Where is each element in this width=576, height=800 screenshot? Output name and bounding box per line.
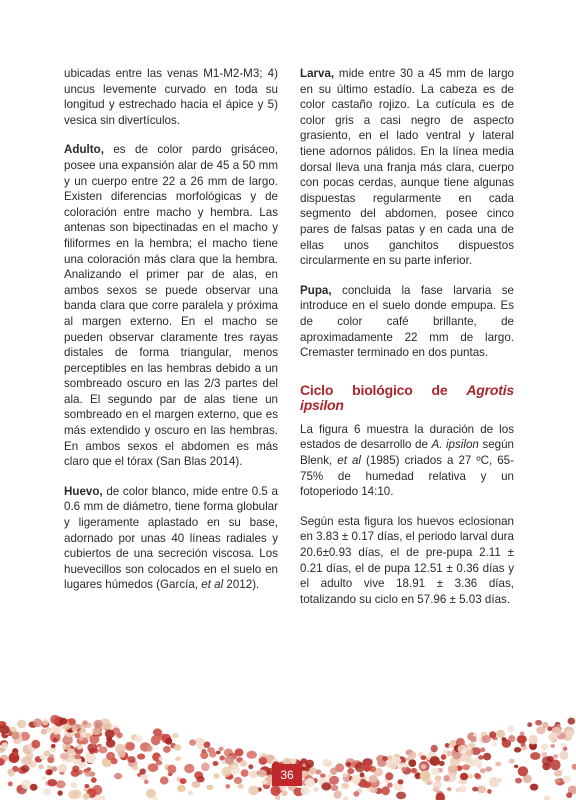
seed-grain (30, 784, 38, 791)
seed-grain (541, 744, 548, 751)
seed-grain (508, 735, 515, 742)
seed-grain (144, 780, 149, 785)
seed-grain (468, 743, 475, 749)
seed-grain (369, 775, 378, 783)
seed-grain (341, 783, 349, 789)
seed-grain (480, 747, 485, 752)
seed-grain (466, 749, 473, 756)
seed-grain (237, 783, 243, 789)
page-number: 36 (272, 764, 302, 786)
pupa-label: Pupa, (300, 283, 332, 297)
seed-grain (87, 743, 97, 752)
seed-grain (483, 753, 491, 761)
seed-grain (421, 764, 427, 769)
seed-grain (11, 732, 19, 740)
seed-grain (472, 787, 478, 792)
seed-grain (137, 754, 145, 760)
seed-grain (385, 772, 393, 780)
seed-grain (551, 727, 562, 736)
seed-grain (431, 768, 439, 775)
seed-grain (517, 735, 527, 744)
seed-grain (541, 752, 547, 757)
seed-grain (382, 756, 387, 761)
seed-grain (554, 770, 562, 776)
figure-text-c: (1985) criados a 27 ºC, 65-75% de humedad relativa y un fotoperiodo 14:10. (300, 454, 514, 499)
seed-grain (58, 764, 67, 773)
seed-grain (334, 791, 342, 799)
seed-grain (435, 775, 442, 781)
seed-grain (165, 738, 172, 745)
seed-grain (172, 733, 179, 738)
seed-grain (322, 759, 332, 767)
seed-grain (225, 756, 234, 765)
seed-grain (1, 742, 8, 749)
seed-grain (98, 746, 107, 753)
seed-grain (75, 733, 81, 739)
seed-grain (240, 760, 247, 767)
seed-grain (93, 720, 102, 729)
seed-grain (201, 762, 210, 771)
section-heading (300, 383, 514, 414)
seed-grain (360, 772, 365, 777)
seed-grain (14, 752, 19, 756)
seed-grain (127, 756, 135, 763)
seed-grain (87, 767, 92, 771)
seed-grain (370, 787, 377, 793)
seed-grain (441, 754, 447, 760)
right-column (300, 66, 514, 621)
seed-grain (306, 760, 314, 768)
seed-grain (47, 779, 57, 786)
seed-grain (262, 779, 268, 784)
figure-text-a: La figura 6 muestra la duración de los estados de desarrollo de (300, 422, 514, 452)
seed-grain (189, 739, 196, 746)
seed-grain (271, 785, 281, 796)
seed-grain (572, 764, 576, 770)
seed-grain (535, 720, 542, 726)
seed-grain (84, 784, 89, 788)
huevo-text: de color blanco, mide entre 0.5 a 0.6 mm de diámetro, tiene forma globular y ligeramente aplastado en su base, adornado por unas 40 líneas radiales y cubiertos de una secreción viscosa. Los huevecillos son colocados en el suelo en lugares húmedos (García, (64, 484, 278, 592)
seed-grain (163, 746, 171, 753)
seed-grain (85, 772, 92, 777)
seed-grain (60, 753, 69, 760)
seed-grain (70, 782, 77, 788)
seed-grain (480, 768, 486, 773)
seed-grain (427, 781, 432, 785)
seed-grain (206, 785, 213, 790)
paragraph-pupa (300, 283, 514, 361)
seed-grain (430, 756, 440, 766)
seed-grain (219, 747, 224, 752)
seed-grain (105, 730, 115, 739)
seed-grain (468, 774, 473, 779)
paragraph-durations: Según esta figura los huevos eclosionan en 3.83 ± 0.17 días, el periodo larval dura 20.6±0.93 días, el de pre-pupa 2.11 ± 0.21 días, el de pupa 12.51 ± 0.36 días y el adulto vive 18.91 ± 3.36 días, totalizando su ciclo en 57.96 ± 5.03 días. (300, 514, 514, 606)
seed-grain (21, 756, 32, 765)
seed-grain (495, 762, 501, 767)
huevo-end: 2012). (223, 578, 260, 592)
seed-grain (83, 720, 88, 725)
seed-grain (447, 787, 452, 791)
seed-grain (101, 796, 105, 800)
seed-grain (44, 751, 51, 757)
larva-text: mide entre 30 a 45 mm de largo en su último estadío. La cabeza es de color castaño rojizo. La cutícula es de color gris a casi negro de aspecto grasiento, en el lado ventral y lateral tiene adornos pálidos. En la línea media dorsal lleva una franja más clara, cuerpo con pocas cerdas, aunque tiene algunas dispuestas regularmente en cada segmento del abdomen, posee cinco pares de falsas patas y en cada una de ellas unos ganchitos dispuestos circularmente en su parte inferior. (300, 67, 514, 268)
seed-grain (148, 763, 159, 772)
seed-grain (514, 747, 521, 753)
seed-grain (420, 771, 431, 782)
seed-grain (257, 770, 266, 778)
seed-grain (132, 765, 139, 771)
adulto-text: es de color pardo grisáceo, posee una expansión alar de 45 a 50 mm y un cuerpo entre 22 a 26 mm de largo. Existen diferencias morfológicas y de coloración entre macho y hembra. Las antenas son bipectinadas en el macho y filiformes en la hembra; el macho tiene una coloración más clara que la hembra. Analizando el primer par de alas, en ambos sexos se puede observar una banda clara que corre paralela y próxima al margen externo. En el macho se pueden observar claramente tres rayas distales de forma triangular, menos perceptibles en las hembras debido a un sombreado oscuro en las 2/3 partes del ala. El segundo par de alas tiene un sombreado en el margen externo, que es más extendido y oscuro en las hembras. En ambos sexos el abdomen es más claro que el tórax (San Blas 2014). (64, 143, 278, 469)
seed-grain (544, 796, 550, 800)
seed-grain (476, 763, 482, 769)
seed-grain (209, 751, 216, 758)
paragraph-figure (300, 422, 514, 500)
seed-grain (320, 774, 326, 778)
huevo-etal: et al (201, 578, 224, 592)
seed-grain (553, 754, 558, 758)
seed-grain (204, 741, 211, 748)
seed-grain (52, 766, 58, 771)
seed-grain (562, 776, 570, 783)
seed-grain (387, 782, 393, 787)
left-column (64, 66, 278, 607)
seed-grain (509, 759, 515, 764)
seed-grain (530, 784, 538, 791)
seed-grain (464, 756, 472, 763)
seed-grain (521, 742, 526, 746)
seed-grain (282, 790, 288, 796)
seed-grain (478, 755, 483, 760)
seed-grain (74, 754, 81, 759)
seed-grain (38, 765, 43, 770)
seed-grain (174, 744, 182, 750)
seed-grain (482, 735, 491, 743)
seed-grain (550, 744, 555, 748)
seed-grain (33, 718, 42, 727)
seed-grain (485, 767, 492, 772)
paragraph-adulto (64, 142, 278, 469)
seed-grain (301, 787, 310, 796)
adulto-label: Adulto, (64, 143, 104, 157)
seed-grain (396, 792, 406, 800)
seed-grain (68, 718, 76, 725)
seed-grain (8, 781, 13, 786)
seed-grain (568, 718, 576, 725)
seed-grain (175, 757, 181, 761)
seed-grain (342, 773, 347, 778)
seed-grain (518, 766, 528, 776)
seed-grain (353, 791, 359, 797)
seed-grain (411, 768, 417, 773)
seed-grain (216, 751, 221, 755)
seed-grain (507, 725, 514, 732)
seed-grain (527, 722, 532, 727)
seed-grain (561, 743, 566, 748)
seed-grain (80, 728, 86, 733)
seed-grain (460, 773, 468, 781)
seed-grain (364, 763, 372, 771)
seed-grain (443, 749, 448, 754)
seed-grain (421, 755, 427, 760)
figure-species: A. ipsilon (431, 438, 479, 452)
seed-grain (433, 781, 442, 789)
seed-grain (259, 757, 268, 765)
seed-grain (530, 752, 540, 760)
seed-grain (351, 775, 361, 785)
seed-grain (146, 745, 152, 752)
seed-grain (448, 765, 458, 773)
seed-grain (56, 780, 66, 788)
seed-grain (213, 761, 219, 766)
seed-grain (117, 732, 123, 738)
seed-grain (305, 778, 315, 787)
seed-grain (177, 785, 186, 792)
seed-grain (474, 773, 480, 778)
seed-grain (58, 790, 63, 795)
seed-grain (188, 791, 193, 796)
seed-grain (17, 720, 26, 728)
seed-grain (363, 781, 371, 788)
seed-grain (111, 758, 118, 764)
paragraph-huevo (64, 484, 278, 593)
seed-grain (343, 796, 349, 800)
seed-grain (235, 748, 244, 756)
section-title-species: Agrotis ipsilon (300, 381, 514, 414)
seed-grain (83, 793, 90, 800)
paragraph-larva (300, 66, 514, 269)
seed-grain (140, 768, 146, 774)
seed-grain (327, 774, 332, 778)
seed-grain (462, 764, 470, 770)
seed-grain (91, 777, 97, 783)
seed-grain (559, 751, 568, 760)
seed-grain (114, 773, 122, 779)
figure-etal: et al (337, 454, 361, 468)
seed-grain (321, 782, 331, 790)
seed-grain (62, 724, 70, 730)
seed-grain (566, 792, 572, 798)
seed-grain (555, 779, 561, 784)
seed-grain (248, 786, 259, 796)
seed-grain (246, 751, 257, 759)
seed-grain (20, 790, 25, 794)
seed-grain (68, 790, 78, 799)
seed-grain (492, 742, 498, 747)
seed-grain (184, 764, 194, 773)
seed-grain (76, 744, 82, 750)
seed-grain (550, 760, 560, 771)
seed-grain (470, 736, 477, 742)
seed-grain (234, 777, 242, 784)
seed-grain (449, 744, 454, 748)
seed-grain (213, 773, 220, 779)
seed-grain (431, 745, 438, 752)
seed-grain (46, 727, 53, 733)
seed-grain (31, 740, 40, 749)
seed-grain (347, 768, 354, 774)
larva-label: Larva, (300, 67, 335, 80)
seed-grain (443, 775, 449, 782)
seed-grain (458, 745, 467, 754)
seed-grain (331, 785, 339, 791)
seed-grain (168, 765, 177, 774)
seed-grain (125, 742, 135, 751)
seed-grain (226, 784, 231, 789)
seed-grain (43, 788, 51, 796)
seed-grain (72, 765, 79, 771)
section-title-plain: Ciclo biológico de (300, 381, 467, 398)
seed-grain (496, 730, 505, 738)
seed-grain (501, 737, 506, 741)
seed-grain (565, 730, 574, 738)
seed-grain (60, 718, 68, 725)
seed-grain (51, 744, 56, 748)
seed-grain (529, 735, 538, 745)
seed-grain (515, 778, 522, 784)
seed-grain (201, 749, 206, 753)
seed-grain (159, 757, 163, 761)
seed-grain (42, 721, 48, 725)
seed-grain (487, 789, 492, 794)
seed-grain (248, 764, 253, 769)
seed-grain (542, 722, 548, 728)
seed-grain (406, 757, 411, 761)
seed-grain (335, 763, 344, 772)
seed-grain (489, 777, 499, 787)
seed-grain (241, 769, 249, 777)
seed-grain (160, 776, 169, 784)
seed-grain (402, 767, 407, 771)
seed-grain (355, 762, 365, 772)
seed-grain (381, 786, 390, 795)
seed-grain (398, 779, 404, 784)
seed-grain (391, 757, 401, 765)
seed-grain (153, 728, 162, 736)
seed-grain (41, 776, 47, 780)
seed-grain (196, 776, 204, 782)
seed-grain (134, 735, 142, 742)
seed-grain (408, 759, 416, 767)
seed-grain (53, 738, 58, 742)
seed-grain (8, 770, 15, 777)
seed-grain (118, 750, 126, 758)
seed-grain (106, 739, 116, 747)
seed-grain (249, 771, 257, 779)
seed-grain (230, 765, 240, 775)
paragraph-intro: ubicadas entre las venas M1-M2-M3; 4) uncus levemente curvado en toda su longitud y estrechado hacia el ápice y 5) vesica sin divertículos. (64, 67, 278, 127)
seed-grain (456, 788, 460, 792)
seed-grain (514, 765, 519, 769)
seed-grain (72, 727, 78, 731)
seed-grain (47, 769, 53, 775)
seed-grain (180, 778, 187, 784)
seed-grain (309, 767, 317, 774)
seed-grain (50, 715, 60, 724)
figure-text-b: según Blenk, (300, 438, 514, 468)
seed-grain (92, 727, 102, 735)
huevo-label: Huevo, (64, 484, 103, 498)
seed-grain (520, 731, 525, 735)
seed-grain (21, 765, 30, 772)
pupa-text: concluida la fase larvaria se introduce en el suelo donde empupa. Es de color café brillante, de aproximadamente 22 mm de largo. Cremaster terminado en dos puntas. (300, 283, 514, 360)
seed-grain (313, 787, 319, 792)
seed-grain (346, 762, 352, 767)
seed-grain (542, 763, 550, 771)
